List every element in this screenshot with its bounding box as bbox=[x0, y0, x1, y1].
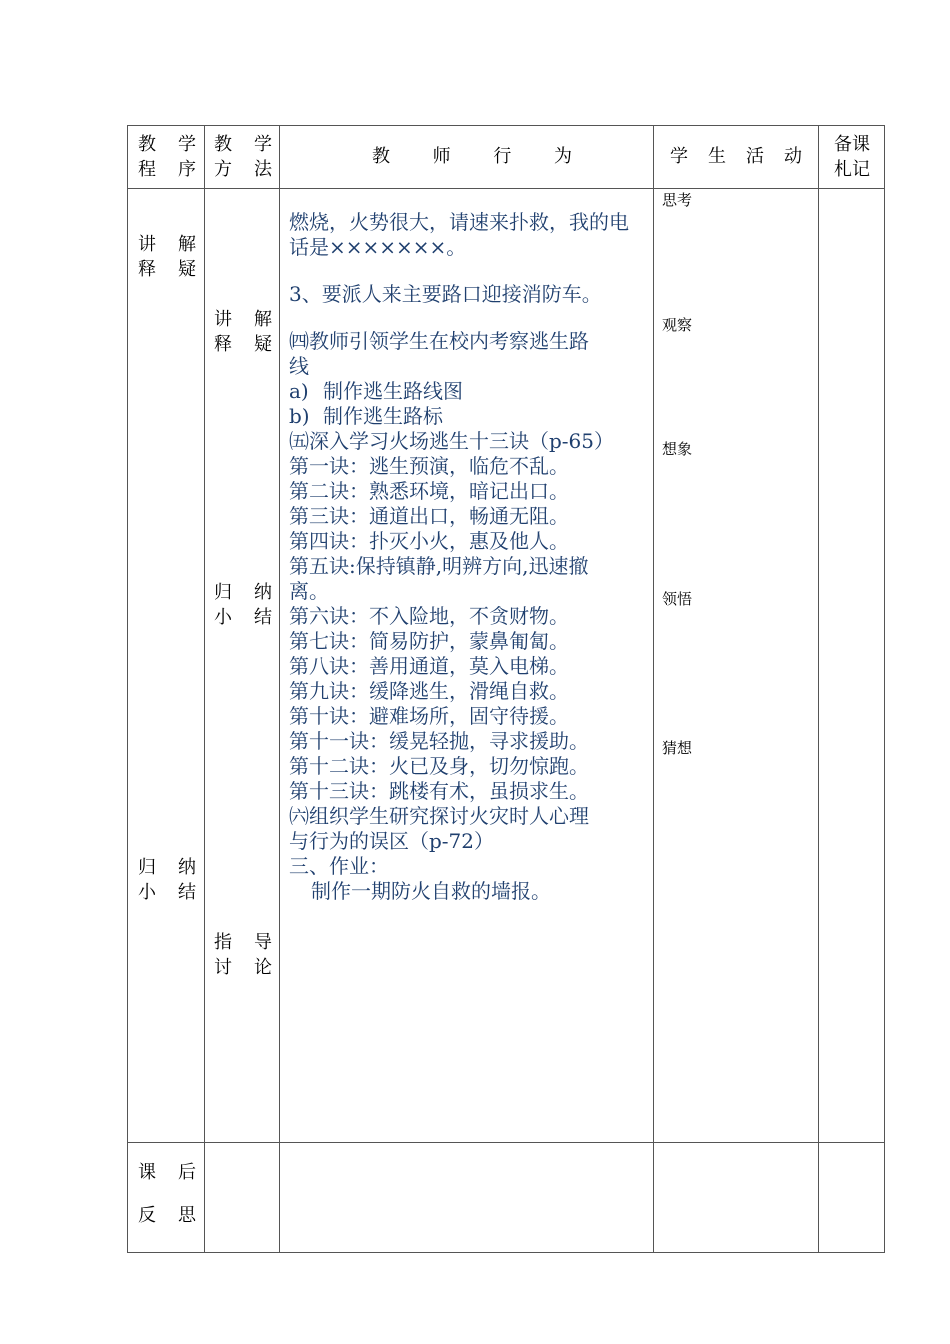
list-text: 制作逃生路标 bbox=[323, 404, 443, 428]
list-item bbox=[289, 404, 651, 429]
content-line: 第三诀：通道出口，畅通无阻。 bbox=[289, 504, 569, 528]
header-char: 学 bbox=[254, 134, 272, 155]
content-line: 离。 bbox=[289, 579, 329, 603]
method-char: 指 bbox=[214, 932, 232, 953]
method-char: 释 bbox=[214, 334, 232, 355]
content-line: 制作一期防火自救的墙报。 bbox=[311, 879, 551, 903]
header-teacher-behavior bbox=[372, 144, 572, 169]
content-line: 第六诀：不入险地，不贪财物。 bbox=[289, 604, 569, 628]
content-line: 第十诀：避难场所，固守待援。 bbox=[289, 704, 569, 728]
process-char: 疑 bbox=[178, 259, 196, 280]
content-line: ㈣教师引领学生在校内考察逃生路 bbox=[289, 329, 589, 353]
content-line: 与行为的误区（p-72） bbox=[289, 829, 495, 853]
content-line: 第五诀:保持镇静,明辨方向,迅速撤 bbox=[289, 554, 589, 578]
content-line: 第十一诀：缓晃轻抛，寻求援助。 bbox=[289, 729, 589, 753]
table-left-border bbox=[127, 125, 128, 1253]
activity-observe: 观察 bbox=[662, 316, 693, 334]
header-char: 序 bbox=[178, 159, 196, 180]
header-char: 法 bbox=[254, 159, 272, 180]
method-guided-discussion bbox=[214, 930, 272, 980]
table-bottom-border bbox=[127, 1252, 885, 1253]
activity-imagine: 想象 bbox=[662, 440, 693, 458]
method-char: 讲 bbox=[214, 309, 232, 330]
header-char: 教 bbox=[214, 134, 232, 155]
method-char: 论 bbox=[254, 957, 272, 978]
method-char: 解 bbox=[254, 309, 272, 330]
list-marker: a) bbox=[289, 379, 309, 403]
process-summary bbox=[138, 855, 196, 905]
header-char: 程 bbox=[138, 159, 156, 180]
footer-char: 思 bbox=[178, 1205, 196, 1226]
table-right-border bbox=[884, 125, 885, 1253]
process-char: 小 bbox=[138, 882, 156, 903]
method-char: 疑 bbox=[254, 334, 272, 355]
content-line: 第十三诀：跳楼有术，虽损求生。 bbox=[289, 779, 589, 803]
content-line: 第一诀：逃生预演，临危不乱。 bbox=[289, 454, 569, 478]
header-char: 方 bbox=[214, 159, 232, 180]
method-explain-doubts bbox=[214, 307, 272, 357]
teacher-behavior-content bbox=[289, 210, 651, 904]
method-summary bbox=[214, 580, 272, 630]
content-line: 话是×××××××。 bbox=[289, 235, 467, 259]
header-char: 活 bbox=[746, 146, 764, 167]
header-char: 师 bbox=[432, 146, 451, 167]
footer-char: 课 bbox=[138, 1162, 156, 1183]
header-student-activity bbox=[670, 144, 802, 169]
header-notes-line: 札记 bbox=[834, 159, 870, 180]
content-line: 3、要派人来主要路口迎接消防车。 bbox=[289, 282, 602, 306]
content-line: 第二诀：熟悉环境，暗记出口。 bbox=[289, 479, 569, 503]
column-divider-3 bbox=[653, 125, 654, 1253]
list-text: 制作逃生路线图 bbox=[323, 379, 463, 403]
header-bottom-border bbox=[127, 188, 885, 189]
content-line: 第四诀：扑灭小火，惠及他人。 bbox=[289, 529, 569, 553]
content-line: 三、作业： bbox=[289, 854, 389, 878]
header-char: 学 bbox=[178, 134, 196, 155]
header-teaching-method bbox=[214, 132, 272, 182]
content-line: 线 bbox=[289, 354, 309, 378]
header-notes-line: 备课 bbox=[834, 134, 870, 155]
header-char: 动 bbox=[784, 146, 802, 167]
content-line: 第七诀：简易防护，蒙鼻匍匐。 bbox=[289, 629, 569, 653]
after-class-reflection-label bbox=[138, 1160, 196, 1228]
process-char: 纳 bbox=[178, 857, 196, 878]
header-char: 行 bbox=[493, 146, 512, 167]
header-char: 教 bbox=[138, 134, 156, 155]
method-char: 纳 bbox=[254, 582, 272, 603]
header-lesson-notes bbox=[826, 132, 878, 182]
header-char: 教 bbox=[372, 146, 390, 167]
content-line: 燃烧，火势很大，请速来扑救，我的电 bbox=[289, 210, 629, 234]
activity-think: 思考 bbox=[662, 191, 693, 209]
list-item bbox=[289, 379, 651, 404]
activity-guess: 猜想 bbox=[662, 739, 693, 757]
content-line: 第九诀：缓降逃生，滑绳自救。 bbox=[289, 679, 569, 703]
column-divider-4 bbox=[818, 125, 819, 1253]
footer-char: 后 bbox=[178, 1162, 196, 1183]
method-char: 导 bbox=[254, 932, 272, 953]
column-divider-1 bbox=[204, 125, 205, 1253]
content-line: ㈥组织学生研究探讨火灾时人心理 bbox=[289, 804, 589, 828]
body-bottom-border bbox=[127, 1142, 885, 1143]
header-teaching-process bbox=[138, 132, 196, 182]
process-char: 归 bbox=[138, 857, 156, 878]
activity-comprehend: 领悟 bbox=[662, 590, 693, 608]
method-char: 讨 bbox=[214, 957, 232, 978]
method-char: 结 bbox=[254, 607, 272, 628]
list-marker: b) bbox=[289, 404, 310, 428]
process-char: 解 bbox=[178, 234, 196, 255]
header-char: 学 bbox=[670, 146, 688, 167]
table-top-border bbox=[127, 125, 885, 126]
process-char: 讲 bbox=[138, 234, 156, 255]
header-char: 为 bbox=[553, 146, 572, 167]
footer-char: 反 bbox=[138, 1205, 156, 1226]
content-line: 第十二诀：火已及身，切勿惊跑。 bbox=[289, 754, 589, 778]
method-char: 小 bbox=[214, 607, 232, 628]
process-explain-doubts bbox=[138, 232, 196, 282]
process-char: 释 bbox=[138, 259, 156, 280]
content-line: 第八诀：善用通道，莫入电梯。 bbox=[289, 654, 569, 678]
method-char: 归 bbox=[214, 582, 232, 603]
content-line: ㈤深入学习火场逃生十三诀（p-65） bbox=[289, 429, 615, 453]
column-divider-2 bbox=[279, 125, 280, 1253]
process-char: 结 bbox=[178, 882, 196, 903]
header-char: 生 bbox=[708, 146, 726, 167]
